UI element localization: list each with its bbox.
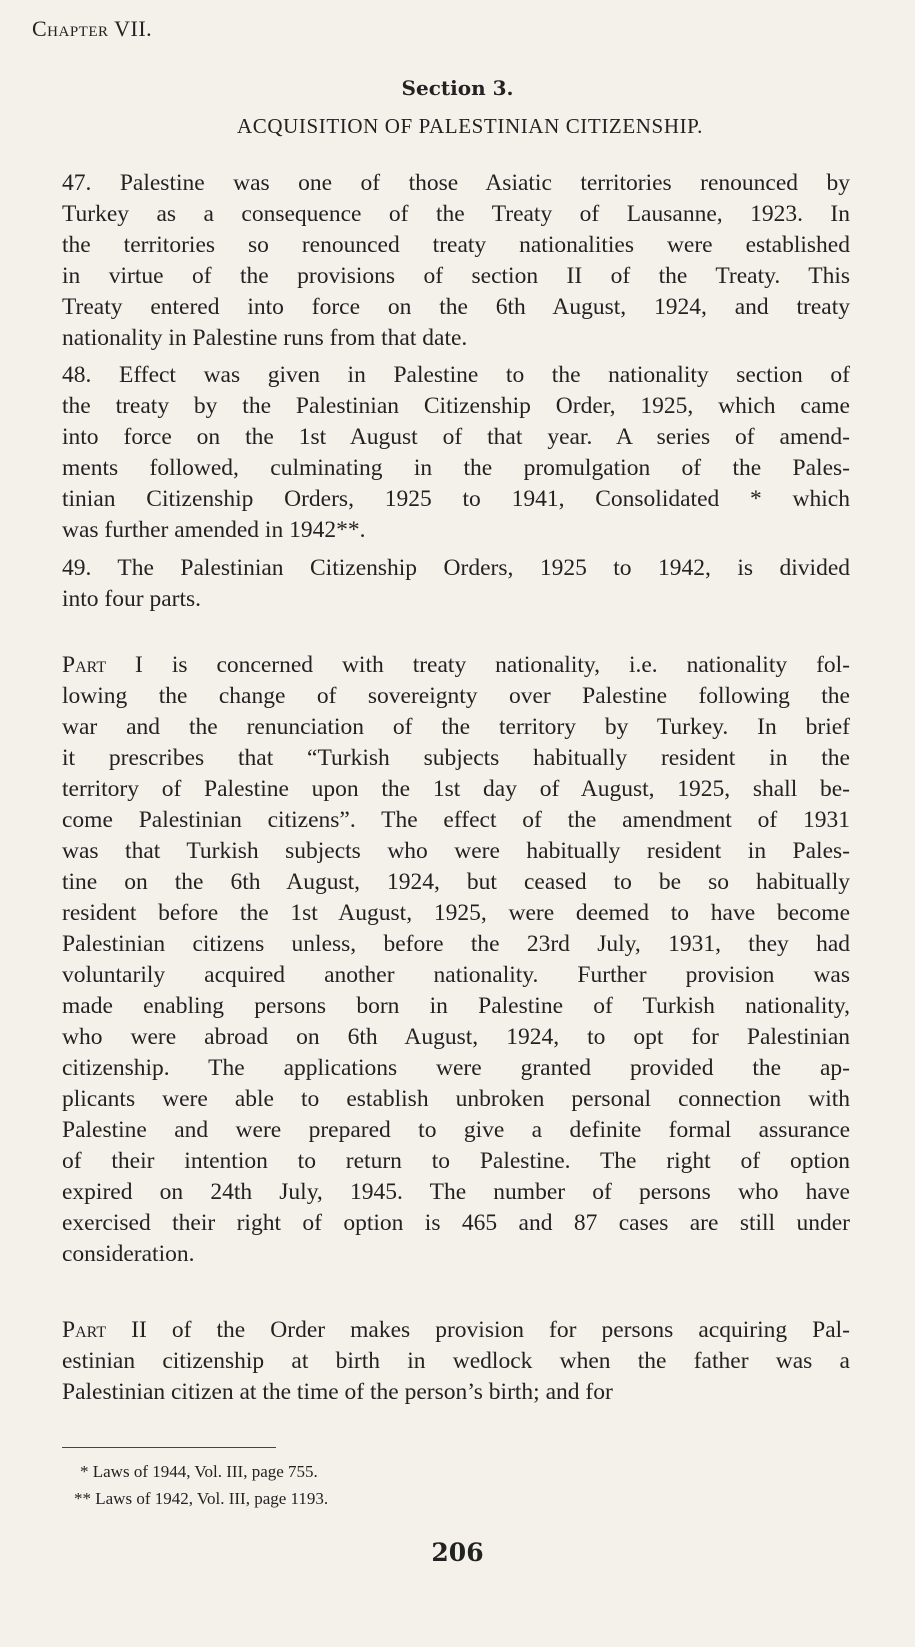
text-line (62, 261, 850, 292)
section-heading: Section 3. (401, 76, 514, 100)
line-text: territory of Palestine upon the 1st day of August, 1925, shall be- (62, 776, 850, 802)
line-text: ments followed, culminating in the promulgation of the Pales- (62, 455, 850, 481)
footnote-1: * Laws of 1944, Vol. III, page 755. (80, 1462, 318, 1481)
line-text: 48. Effect was given in Palestine to the nationality section of (62, 362, 850, 388)
text-line (62, 1346, 850, 1377)
text-line (62, 515, 850, 546)
line-text: expired on 24th July, 1945. The number of persons who have (62, 1179, 850, 1205)
text-line (62, 991, 850, 1022)
text-line (62, 1208, 850, 1239)
line-text: Treaty entered into force on the 6th August, 1924, and treaty (62, 294, 850, 320)
line-text: estinian citizenship at birth in wedlock when the father was a (62, 1348, 850, 1374)
part-2-paragraph (62, 1315, 850, 1408)
text-line (62, 1377, 850, 1408)
text-line (62, 230, 850, 261)
text-line (62, 1053, 850, 1084)
line-text: was that Turkish subjects who were habitually resident in Pales- (62, 838, 850, 864)
chapter-heading: Chapter VII. (32, 16, 153, 41)
text-line (62, 553, 850, 584)
line-text: consideration. (62, 1241, 195, 1267)
page-number: 206 (431, 1538, 484, 1567)
line-text: tine on the 6th August, 1924, but ceased to be so habitually (62, 869, 850, 895)
part-label: Part II (62, 1317, 147, 1343)
line-text: exercised their right of option is 465 and 87 cases are still under (62, 1210, 850, 1236)
paragraph-49 (62, 553, 850, 615)
section-title: ACQUISITION OF PALESTINIAN CITIZENSHIP. (237, 114, 703, 138)
text-line (62, 774, 850, 805)
line-text: of their intention to return to Palestine. The right of option (62, 1148, 850, 1174)
text-line (62, 391, 850, 422)
line-text: it prescribes that “Turkish subjects habitually resident in the (62, 745, 850, 771)
text-line (62, 323, 850, 354)
line-text: come Palestinian citizens”. The effect of the amendment of 1931 (62, 807, 850, 833)
line-text: voluntarily acquired another nationality. Further provision was (62, 962, 850, 988)
line-text: the treaty by the Palestinian Citizenship Order, 1925, which came (62, 393, 850, 419)
line-text: of the Order makes provision for persons acquiring Pal- (146, 1317, 851, 1343)
text-line (62, 168, 850, 199)
text-line (62, 898, 850, 929)
line-text: was further amended in 1942**. (62, 517, 366, 543)
line-text: war and the renunciation of the territory by Turkey. In brief (62, 714, 850, 740)
text-line (62, 836, 850, 867)
line-text: Turkey as a consequence of the Treaty of Lausanne, 1923. In (62, 201, 850, 227)
line-text: Palestinian citizen at the time of the person’s birth; and for (62, 1379, 613, 1405)
part-label: Part I (62, 652, 143, 678)
text-line (62, 650, 850, 681)
line-text: is concerned with treaty nationality, i.e. nationality fol- (142, 652, 850, 678)
part-1-paragraph (62, 650, 850, 1270)
line-text: made enabling persons born in Palestine of Turkish nationality, (62, 993, 850, 1019)
line-text: Palestinian citizens unless, before the 23rd July, 1931, they had (62, 931, 850, 957)
text-line (62, 1239, 850, 1270)
line-text: 49. The Palestinian Citizenship Orders, 1925 to 1942, is divided (62, 555, 850, 581)
text-line (62, 1084, 850, 1115)
line-text: nationality in Palestine runs from that date. (62, 325, 468, 351)
text-line (62, 1022, 850, 1053)
line-text: into force on the 1st August of that year. A series of amend- (62, 424, 850, 450)
line-text: lowing the change of sovereignty over Palestine following the (62, 683, 850, 709)
text-line (62, 584, 850, 615)
text-line (62, 1315, 850, 1346)
footnote-2: ** Laws of 1942, Vol. III, page 1193. (74, 1489, 329, 1508)
paragraph-47 (62, 168, 850, 354)
text-line (62, 199, 850, 230)
text-line (62, 1146, 850, 1177)
line-text: tinian Citizenship Orders, 1925 to 1941, Consolidated * which (62, 486, 850, 512)
text-line (62, 422, 850, 453)
line-text: plicants were able to establish unbroken personal connection with (62, 1086, 850, 1112)
line-text: in virtue of the provisions of section II of the Treaty. This (62, 263, 850, 289)
text-line (62, 484, 850, 515)
line-text: Palestine and were prepared to give a definite formal assurance (62, 1117, 850, 1143)
footnote-divider (62, 1447, 276, 1448)
text-line (62, 960, 850, 991)
text-line (62, 681, 850, 712)
line-text: resident before the 1st August, 1925, were deemed to have become (62, 900, 850, 926)
text-line (62, 292, 850, 323)
text-line (62, 805, 850, 836)
text-line (62, 743, 850, 774)
text-line (62, 453, 850, 484)
text-line (62, 867, 850, 898)
paragraph-48 (62, 360, 850, 546)
line-text: into four parts. (62, 586, 202, 612)
text-line (62, 712, 850, 743)
line-text: 47. Palestine was one of those Asiatic territories renounced by (62, 170, 850, 196)
text-line (62, 929, 850, 960)
text-line (62, 1115, 850, 1146)
line-text: who were abroad on 6th August, 1924, to opt for Palestinian (62, 1024, 850, 1050)
line-text: citizenship. The applications were granted provided the ap- (62, 1055, 850, 1081)
text-line (62, 1177, 850, 1208)
text-line (62, 360, 850, 391)
line-text: the territories so renounced treaty nationalities were established (62, 232, 850, 258)
